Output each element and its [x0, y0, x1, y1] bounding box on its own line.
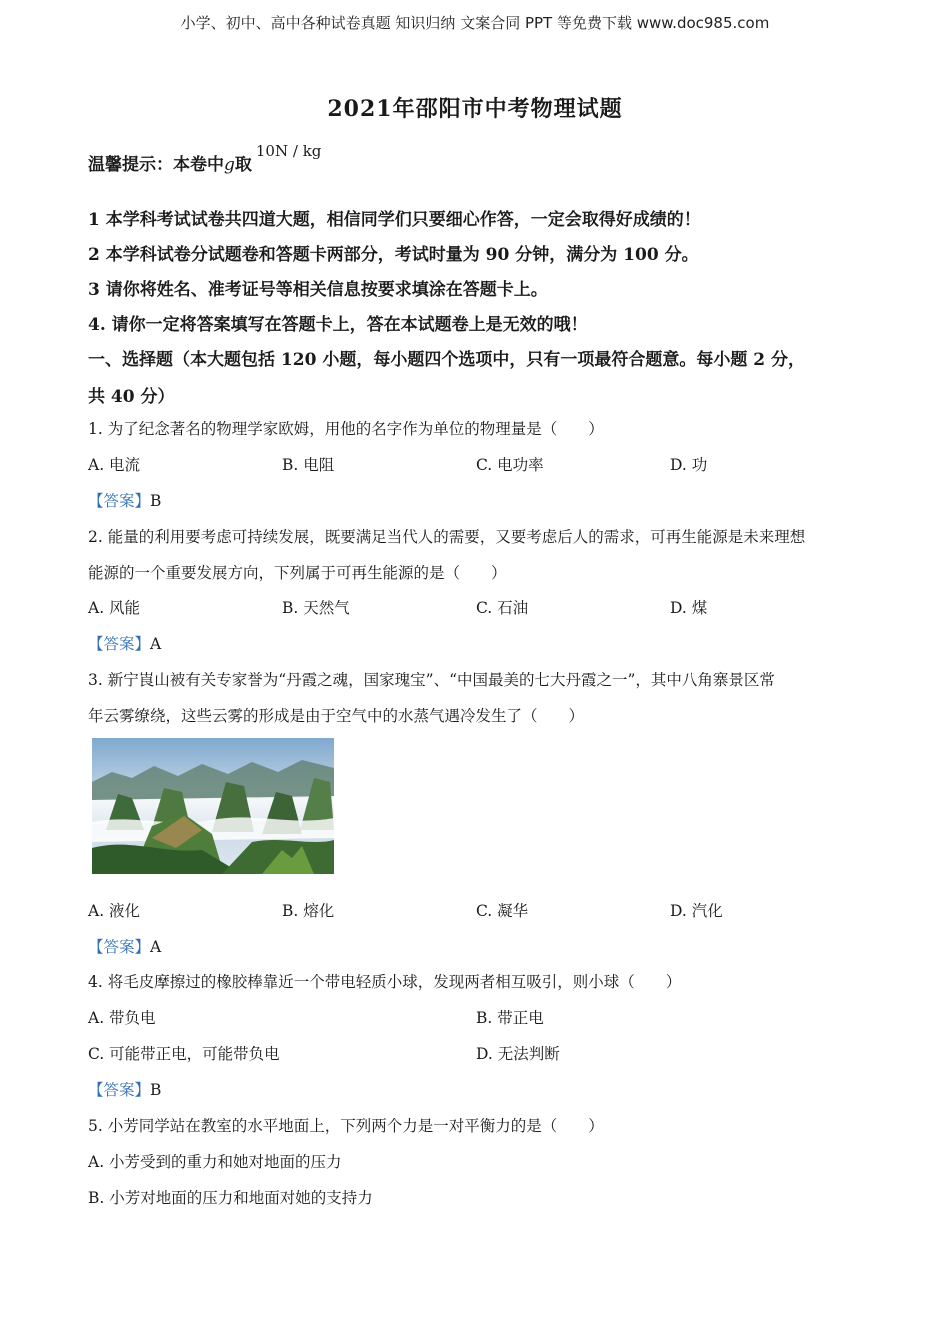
q2-option-a: A. 风能	[88, 599, 141, 617]
tip-unit: 10N / kg	[255, 142, 322, 160]
q4-option-c: C. 可能带正电，可能带负电	[88, 1045, 280, 1063]
q4-option-b: B. 带正电	[476, 1009, 544, 1027]
note-1: 1 本学科考试试卷共四道大题，相信同学们只要细心作答，一定会取得好成绩的！	[88, 210, 701, 230]
q1-option-a: A. 电流	[88, 456, 141, 474]
q2-option-c: C. 石油	[476, 599, 529, 617]
q4-answer	[88, 1078, 161, 1100]
q1-option-b: B. 电阻	[282, 456, 335, 474]
answer-value: A	[150, 635, 162, 653]
answer-tag: 【答案】	[88, 938, 151, 956]
question-3-text-line1: 3. 新宁崀山被有关专家誉为“丹霞之魂，国家瑰宝”、“中国最美的七大丹霞之一”，其中八角寨景区常	[88, 671, 775, 689]
tip-line	[88, 142, 322, 175]
answer-value: B	[150, 492, 162, 510]
q2-answer	[88, 632, 161, 654]
q3-answer	[88, 935, 161, 957]
mountain-fog-photo	[92, 738, 334, 874]
q2-option-b: B. 天然气	[282, 599, 350, 617]
section-heading-line1: 一、选择题（本大题包括 120 小题，每小题四个选项中，只有一项最符合题意。每小题 2 分，	[88, 350, 805, 370]
q1-option-c: C. 电功率	[476, 456, 544, 474]
q3-option-d: D. 汽化	[670, 902, 723, 920]
answer-tag: 【答案】	[88, 1081, 151, 1099]
q3-option-b: B. 熔化	[282, 902, 335, 920]
note-2: 2 本学科试卷分试题卷和答题卡两部分，考试时量为 90 分钟，满分为 100 分。	[88, 245, 699, 265]
q5-option-a: A. 小芳受到的重力和她对地面的压力	[88, 1153, 342, 1171]
question-5-text: 5. 小芳同学站在教室的水平地面上，下列两个力是一对平衡力的是（ ）	[88, 1117, 604, 1135]
tip-take: 取	[234, 155, 252, 175]
note-3: 3 请你将姓名、准考证号等相关信息按要求填涂在答题卡上。	[88, 280, 548, 300]
q1-option-d: D. 功	[670, 456, 708, 474]
tip-var: g	[224, 155, 235, 175]
answer-value: A	[150, 938, 162, 956]
q4-option-d: D. 无法判断	[476, 1045, 560, 1063]
q4-option-a: A. 带负电	[88, 1009, 156, 1027]
q5-option-b: B. 小芳对地面的压力和地面对她的支持力	[88, 1189, 373, 1207]
question-3-text-line2: 年云雾缭绕，这些云雾的形成是由于空气中的水蒸气遇冷发生了（ ）	[88, 707, 585, 725]
tip-label: 温馨提示：本卷中	[88, 155, 224, 175]
question-4-text: 4. 将毛皮摩擦过的橡胶棒靠近一个带电轻质小球，发现两者相互吸引，则小球（ ）	[88, 973, 682, 991]
page-title: 2021年邵阳市中考物理试题	[327, 96, 623, 122]
q3-option-c: C. 凝华	[476, 902, 529, 920]
question-2-text-line1: 2. 能量的利用要考虑可持续发展，既要满足当代人的需要，又要考虑后人的需求，可再生能源是未来理想	[88, 528, 806, 546]
section-heading-line2: 共 40 分）	[88, 387, 175, 407]
site-header: 小学、初中、高中各种试卷真题 知识归纳 文案合同 PPT 等免费下载 www.doc985.com	[180, 14, 770, 32]
question-1-text: 1. 为了纪念著名的物理学家欧姆，用他的名字作为单位的物理量是（ ）	[88, 420, 604, 438]
question-2-text-line2: 能源的一个重要发展方向，下列属于可再生能源的是（ ）	[88, 564, 507, 582]
answer-value: B	[150, 1081, 162, 1099]
note-4: 4. 请你一定将答案填写在答题卡上，答在本试题卷上是无效的哦！	[88, 315, 588, 335]
q3-option-a: A. 液化	[88, 902, 141, 920]
answer-tag: 【答案】	[88, 635, 151, 653]
q2-option-d: D. 煤	[670, 599, 708, 617]
answer-tag: 【答案】	[88, 492, 151, 510]
q1-answer	[88, 489, 161, 511]
